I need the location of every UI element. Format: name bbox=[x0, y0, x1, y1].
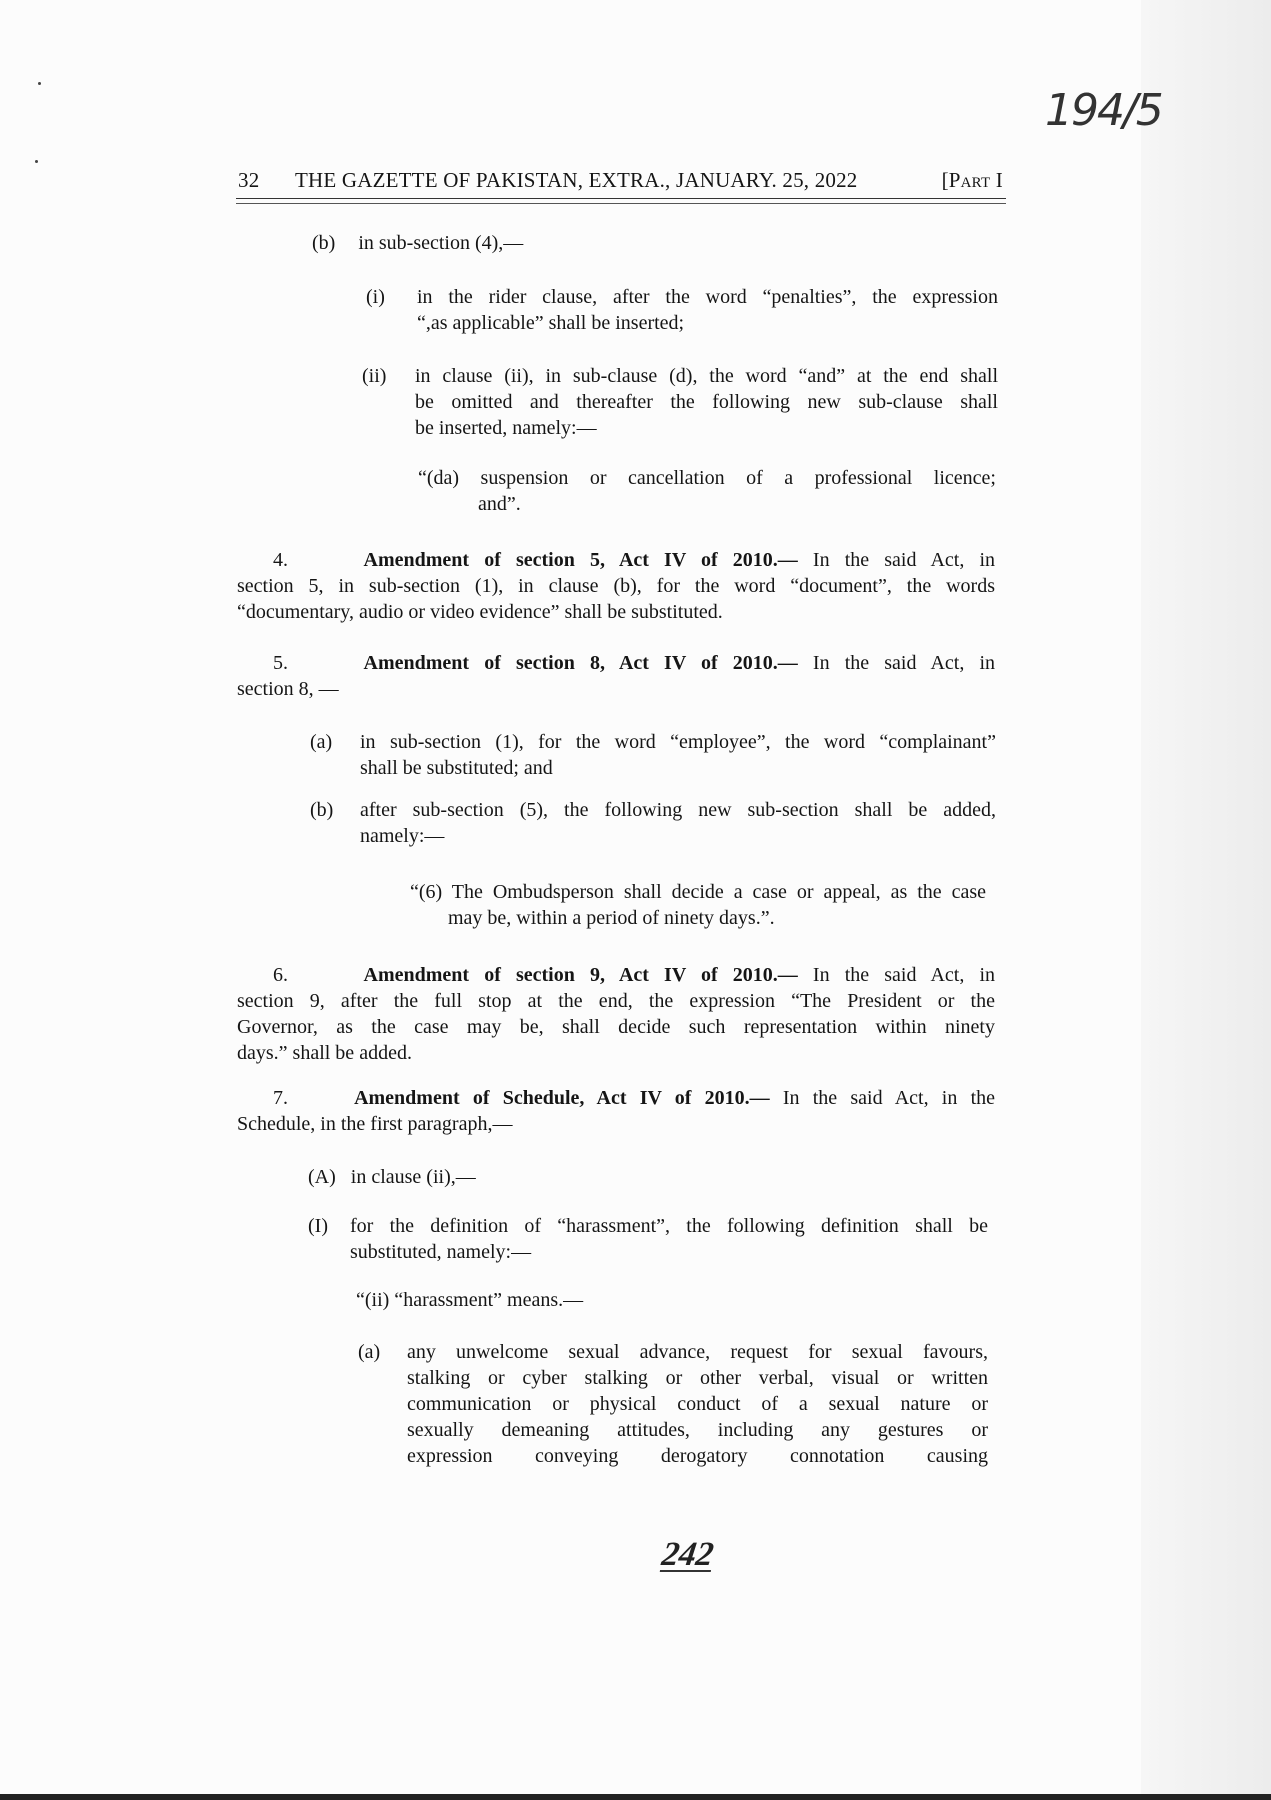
page-number: 32 bbox=[238, 168, 260, 192]
text-line: “,as applicable” shall be inserted; bbox=[417, 312, 685, 334]
text-line: days.” shall be added. bbox=[237, 1042, 412, 1064]
text-line: stalking or cyber stalking or other verbal, visual or written bbox=[407, 1367, 988, 1389]
section-text: In the said Act, in bbox=[797, 549, 995, 571]
text-line: be omitted and thereafter the following new sub-clause shall bbox=[415, 391, 998, 413]
text-line: expression conveying derogatory connotation causing bbox=[407, 1445, 988, 1467]
section-heading: Amendment of section 9, Act IV of 2010.— bbox=[363, 964, 798, 986]
text-line bbox=[237, 962, 995, 988]
section-7-clause-I bbox=[308, 1213, 988, 1265]
text-line: after sub-section (5), the following new sub-section shall be added, bbox=[360, 799, 996, 821]
clause-text: in sub-section (4),— bbox=[358, 232, 524, 254]
text-line: and”. bbox=[478, 493, 521, 515]
text-line: “(da) suspension or cancellation of a professional licence; bbox=[418, 467, 996, 489]
clause-label: (a) bbox=[358, 1341, 381, 1363]
clause-b-i bbox=[366, 284, 998, 336]
sub-clause-da bbox=[418, 465, 996, 517]
clause-label: (b) bbox=[312, 232, 336, 254]
clause-label: (a) bbox=[310, 731, 333, 753]
scan-speck bbox=[35, 160, 38, 163]
handwritten-page-mark: 194/5 bbox=[1045, 85, 1162, 136]
text-line: for the definition of “harassment”, the following definition shall be bbox=[350, 1215, 988, 1237]
clause-label: (I) bbox=[308, 1215, 328, 1237]
text-line: any unwelcome sexual advance, request for sexual favours, bbox=[407, 1341, 988, 1363]
text-line: in clause (ii), in sub-clause (d), the word “and” at the end shall bbox=[415, 365, 998, 387]
gazette-title: THE GAZETTE OF PAKISTAN, EXTRA., JANUARY. 25, 2022 bbox=[295, 168, 858, 192]
section-text: In the said Act, in the bbox=[769, 1087, 996, 1109]
page-stamp: 242 bbox=[659, 1536, 716, 1573]
text-line: section 9, after the full stop at the end, the expression “The President or the bbox=[237, 990, 995, 1012]
section-number: 5. bbox=[273, 652, 288, 674]
scan-speck bbox=[38, 82, 41, 85]
section-number: 4. bbox=[273, 549, 288, 571]
text-line bbox=[237, 650, 995, 676]
section-6 bbox=[237, 962, 995, 1066]
section-5 bbox=[237, 650, 995, 702]
section-5-clause-a bbox=[310, 729, 996, 781]
part-label: [Part I bbox=[941, 168, 1003, 192]
text-line: “(6) The Ombudsperson shall decide a case or appeal, as the case bbox=[410, 881, 986, 903]
section-4 bbox=[237, 547, 995, 625]
text-line: be inserted, namely:— bbox=[415, 417, 597, 439]
header-rule bbox=[236, 203, 1006, 204]
text-line: sexually demeaning attitudes, including any gestures or bbox=[407, 1419, 988, 1441]
text-line bbox=[237, 547, 995, 573]
section-5-clause-b bbox=[310, 797, 996, 849]
text-line bbox=[237, 1085, 995, 1111]
text-line: Schedule, in the first paragraph,— bbox=[237, 1113, 513, 1135]
harassment-clause-a bbox=[358, 1339, 988, 1469]
text-line: in the rider clause, after the word “penalties”, the expression bbox=[417, 286, 998, 308]
text-line: Governor, as the case may be, shall decide such representation within ninety bbox=[237, 1016, 995, 1038]
clause-b bbox=[312, 230, 523, 256]
clause-label: (b) bbox=[310, 799, 334, 821]
section-heading: Amendment of section 8, Act IV of 2010.— bbox=[363, 652, 798, 674]
section-text: In the said Act, in bbox=[797, 964, 995, 986]
section-number: 7. bbox=[273, 1087, 288, 1109]
section-7-clause-A bbox=[308, 1164, 476, 1190]
text-line: shall be substituted; and bbox=[360, 757, 553, 779]
text-line: section 5, in sub-section (1), in clause (b), for the word “document”, the words bbox=[237, 575, 995, 597]
clause-label: (ii) bbox=[362, 365, 387, 387]
text-line: section 8, — bbox=[237, 678, 339, 700]
section-heading: Amendment of Schedule, Act IV of 2010.— bbox=[354, 1087, 770, 1109]
text-line: in sub-section (1), for the word “employee”, the word “complainant” bbox=[360, 731, 996, 753]
clause-label: (i) bbox=[366, 286, 385, 308]
scan-border bbox=[0, 1794, 1271, 1800]
text-line: communication or physical conduct of a sexual nature or bbox=[407, 1393, 988, 1415]
harassment-definition-heading: “(ii) “harassment” means.— bbox=[356, 1289, 584, 1311]
text-line: namely:— bbox=[360, 825, 445, 847]
section-7 bbox=[237, 1085, 995, 1137]
new-sub-section-6 bbox=[410, 879, 986, 931]
header-rule bbox=[236, 198, 1006, 199]
scan-edge bbox=[1141, 0, 1271, 1800]
section-number: 6. bbox=[273, 964, 288, 986]
clause-b-ii bbox=[362, 363, 998, 441]
clause-label: (A) bbox=[308, 1166, 336, 1188]
section-text: In the said Act, in bbox=[797, 652, 995, 674]
clause-text: in clause (ii),— bbox=[350, 1166, 476, 1188]
text-line: may be, within a period of ninety days.”. bbox=[448, 907, 775, 929]
section-heading: Amendment of section 5, Act IV of 2010.— bbox=[363, 549, 798, 571]
text-line: “documentary, audio or video evidence” shall be substituted. bbox=[237, 601, 723, 623]
text-line: substituted, namely:— bbox=[350, 1241, 532, 1263]
